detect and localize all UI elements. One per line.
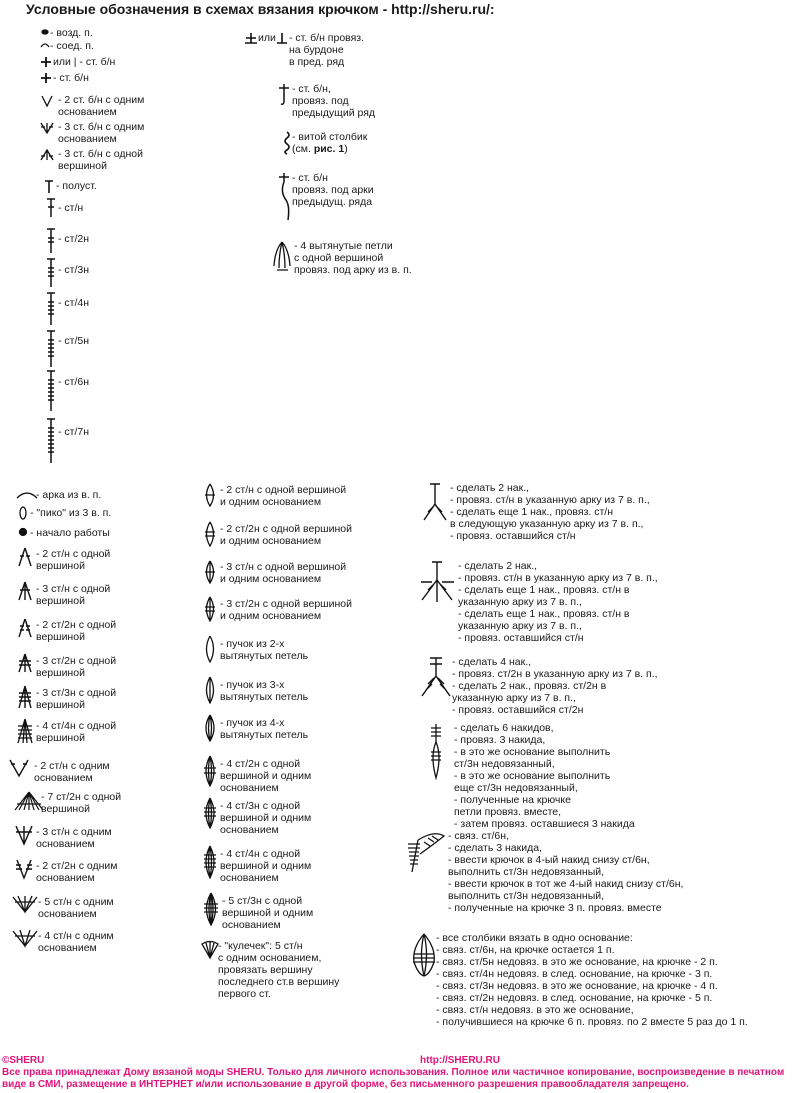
single-crochet-cross-icon [40, 56, 54, 68]
puff-3-icon [202, 676, 218, 704]
three-dc-top-base-icon [202, 560, 218, 584]
page-title: Условные обозначения в схемах вязания крючком - http://sheru.ru/: [26, 1, 495, 17]
two-dc2-top-base-icon [202, 521, 218, 547]
puff-4-icon [202, 714, 218, 742]
dc7-icon [46, 418, 56, 464]
half-dc-icon [44, 180, 54, 194]
dc6-icon [46, 370, 56, 412]
three-sc-one-top-icon [40, 148, 56, 162]
three-dc2-one-top-icon [16, 652, 34, 674]
fan-cluster-icon [410, 932, 438, 978]
six-yo-cluster-icon [428, 722, 444, 780]
two-sc-one-base-icon [40, 94, 56, 108]
five-dc3-top-base-icon [202, 892, 220, 926]
four-loops-icon [272, 240, 292, 272]
site-link[interactable]: http://SHERU.RU [420, 1055, 500, 1066]
seven-dc2-one-top-icon [14, 790, 44, 812]
two-dc2-one-base-icon [14, 858, 34, 880]
puff-2-icon [202, 635, 218, 663]
slip-stitch-icon [40, 40, 50, 50]
three-dc3-one-top-icon [16, 684, 34, 710]
start-dot-icon [18, 527, 28, 537]
three-sc-one-base-icon [40, 121, 56, 135]
dc2-icon [46, 228, 56, 254]
four-dc4-top-base-icon [202, 845, 218, 879]
four-dc2-top-base-icon [202, 755, 218, 787]
dc-icon [46, 198, 56, 218]
two-dc2-one-top-icon [16, 617, 34, 639]
dc4-icon [46, 292, 56, 326]
copyright: ©SHERU [2, 1055, 45, 1066]
two-dc-one-base-icon [8, 758, 30, 778]
four-dc4-one-top-icon [16, 717, 34, 745]
crossed-dc-1-icon [420, 482, 448, 526]
arch-icon [16, 489, 38, 499]
dc3-icon [46, 258, 56, 288]
three-dc-one-top-icon [16, 580, 34, 602]
three-dc2-top-base-icon [202, 596, 218, 622]
two-dc-one-top-icon [16, 546, 34, 568]
four-dc3-top-base-icon [202, 797, 218, 829]
twisted-post-icon [282, 131, 292, 155]
single-crochet-plus-icon [40, 72, 54, 84]
kulechek-icon [200, 940, 220, 960]
dc6-cluster-icon [404, 830, 448, 874]
chain-stitch-icon [40, 27, 50, 37]
three-dc-one-base-icon [14, 824, 34, 846]
sc-under-prev-icon [278, 83, 292, 107]
dc5-icon [46, 330, 56, 368]
rights-notice: Все права принадлежат Дому вязаной моды SHERU. Только для личного использования. Полное или частичное копирование, воспроизведение в печатном виде в СМИ, размещение в ИНТЕРНЕТ и/или использование в другой форме, без письменного разрешения правообладателя запрещено. [2, 1067, 785, 1090]
crossed-dc2-icon [418, 656, 454, 700]
two-dc-top-base-icon [202, 483, 218, 507]
four-dc-one-base-icon [12, 928, 38, 948]
picot-icon [18, 506, 28, 522]
crossed-dc-2-icon [418, 560, 458, 604]
five-dc-one-base-icon [12, 894, 38, 914]
